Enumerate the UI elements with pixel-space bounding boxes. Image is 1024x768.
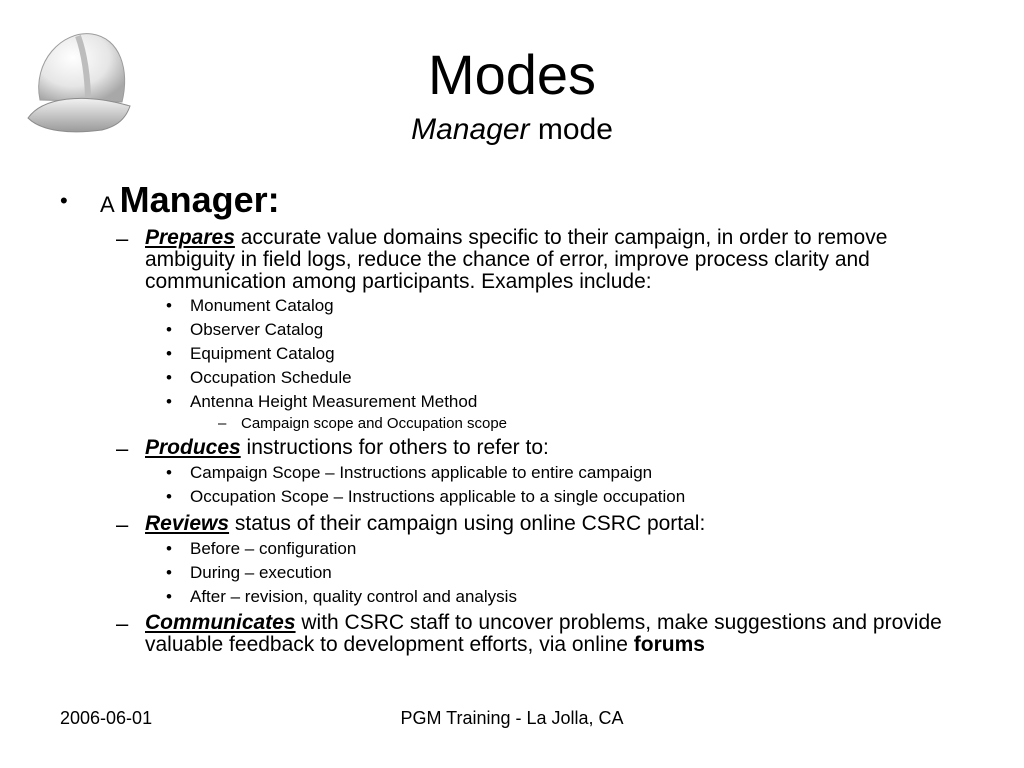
list-item: Equipment Catalog [190,344,335,363]
list-item: Monument Catalog [190,296,334,315]
dash-marker: – [116,611,129,636]
lead-line [100,178,280,227]
item-produces [145,437,965,459]
list-subitem: Campaign scope and Occupation scope [241,415,508,432]
text-prepares: accurate value domains specific to their campaign, in order to remove ambiguity in field logs, reduce the chance of error, improve process clarity and communication among participants. Examples include: [145,226,888,293]
list-item: Occupation Scope – Instructions applicable to a single occupation [190,487,686,506]
slide-title: Modes [427,43,597,106]
keyword-communicates: Communicates [145,611,296,634]
item-prepares [145,227,965,293]
item-reviews [145,513,965,535]
forums-bold: forums [633,633,705,656]
bullet-dot: • [60,188,68,213]
subtitle-rest: mode [529,113,613,146]
keyword-produces: Produces [145,436,241,459]
keyword-reviews: Reviews [145,512,230,535]
dash-marker: – [116,512,129,537]
dash-marker: – [116,226,129,251]
slide-subtitle [0,112,1024,148]
lead-bold: Manager: [119,179,280,220]
list-item: Antenna Height Measurement Method [190,392,478,411]
keyword-prepares: Prepares [145,226,235,249]
item-communicates [145,612,965,656]
list-item: Campaign Scope – Instructions applicable to entire campaign [190,463,653,482]
list-item: Before – configuration [190,539,357,558]
lead-prefix: A [100,192,120,217]
text-reviews: status of their campaign using online CSRC portal: [229,512,706,535]
footer-center: PGM Training - La Jolla, CA [400,708,624,728]
text-produces: instructions for others to refer to: [240,436,549,459]
dash-marker: – [116,436,129,461]
list-item: During – execution [190,563,332,582]
list-item: Observer Catalog [190,320,324,339]
footer-date: 2006-06-01 [60,708,153,728]
subtitle-italic: Manager [411,113,530,146]
text-communicates: with CSRC staff to uncover problems, make suggestions and provide valuable feedback to development efforts, via online [145,611,942,656]
list-item: After – revision, quality control and analysis [190,587,517,606]
list-item: Occupation Schedule [190,368,352,387]
